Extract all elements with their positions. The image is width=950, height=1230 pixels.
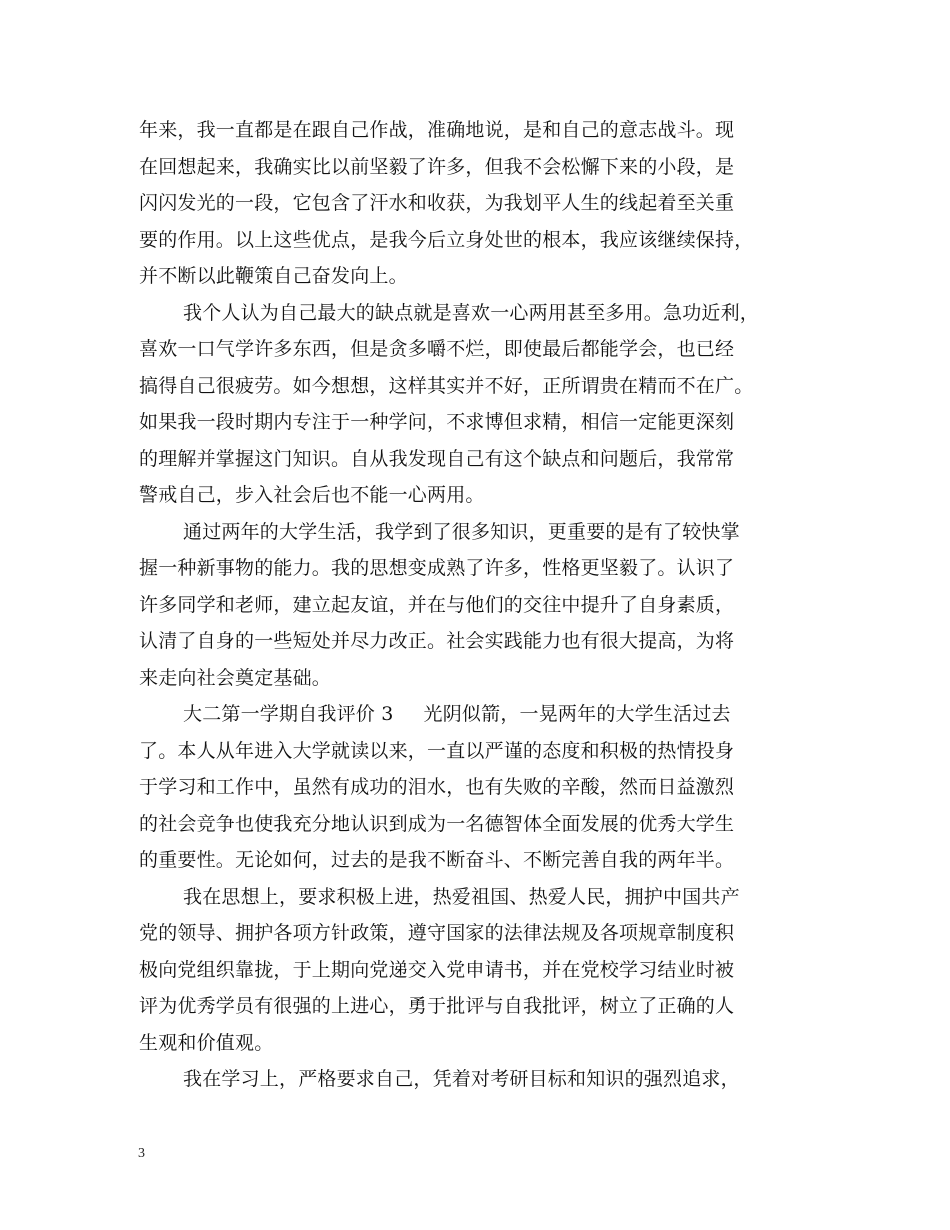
text-line: 如果我一段时期内专注于一种学问，不求博但求精，相信一定能更深刻 (139, 411, 735, 433)
text-line: 警戒自己，步入社会后也不能一心两用。 (139, 484, 485, 506)
text-line: 的社会竞争也使我充分地认识到成为一名德智体全面发展的优秀大学生 (139, 812, 735, 835)
document-body (139, 112, 839, 1098)
text-line: 极向党组织靠拢，于上期向党递交入党申请书，并在党校学习结业时被 (139, 958, 735, 981)
text-line: 党的领导、拥护各项方针政策，遵守国家的法律法规及各项规章制度积 (139, 922, 735, 944)
text-line: 闪闪发光的一段，它包含了汗水和收获，为我划平人生的线起着至关重 (139, 192, 735, 214)
text-line: 喜欢一口气学许多东西，但是贪多嚼不烂，即使最后都能学会，也已经 (139, 338, 735, 360)
text-line: 搞得自己很疲劳。如今想想，这样其实并不好，正所谓贵在精而不在广。 (139, 374, 754, 397)
paragraph-start-line: 通过两年的大学生活，我学到了很多知识，更重要的是有了较快掌 (183, 520, 740, 543)
text-line: 年来，我一直都是在跟自己作战，准确地说，是和自己的意志战斗。现 (139, 119, 735, 141)
paragraph-start-line: 我在思想上，要求积极上进，热爱祖国、热爱人民，拥护中国共产 (183, 885, 740, 908)
text-line: 在回想起来，我确实比以前坚毅了许多，但我不会松懈下来的小段，是 (139, 155, 735, 178)
text-line: 评为优秀学员有很强的上进心，勇于批评与自我批评，树立了正确的人 (139, 995, 735, 1017)
text-line: 并不断以此鞭策自己奋发向上。 (139, 265, 408, 287)
text-line: 于学习和工作中，虽然有成功的泪水，也有失败的辛酸，然而日益激烈 (139, 776, 735, 798)
text-line: 认清了自身的一些短处并尽力改正。社会实践能力也有很大提高，为将 (139, 630, 735, 652)
text-line: 握一种新事物的能力。我的思想变成熟了许多，性格更坚毅了。认识了 (139, 557, 735, 579)
page-number: 3 (138, 1146, 145, 1161)
paragraph-start-line: 我个人认为自己最大的缺点就是喜欢一心两用甚至多用。急功近利， (183, 301, 760, 324)
text-line: 生观和价值观。 (139, 1031, 274, 1054)
heading-line-text: 光阴似箭，一晃两年的大学生活过去 (423, 703, 731, 725)
text-line: 许多同学和老师，建立起友谊，并在与他们的交往中提升了自身素质， (139, 593, 735, 616)
text-line: 要的作用。以上这些优点，是我今后立身处世的根本，我应该继续保持， (139, 228, 754, 251)
text-line: 的理解并掌握这门知识。自从我发现自己有这个缺点和问题后，我常常 (139, 447, 735, 470)
text-line: 的重要性。无论如何，过去的是我不断奋斗、不断完善自我的两年半。 (139, 849, 735, 871)
text-line: 了。本人从年进入大学就读以来，一直以严谨的态度和积极的热情投身 (139, 739, 735, 762)
paragraph-start-line: 我在学习上，严格要求自己，凭着对考研目标和知识的强烈追求， (183, 1068, 740, 1090)
section-title: 大二第一学期自我评价 3 (183, 703, 394, 725)
heading-line (139, 696, 839, 733)
text-line: 来走向社会奠定基础。 (139, 666, 332, 689)
